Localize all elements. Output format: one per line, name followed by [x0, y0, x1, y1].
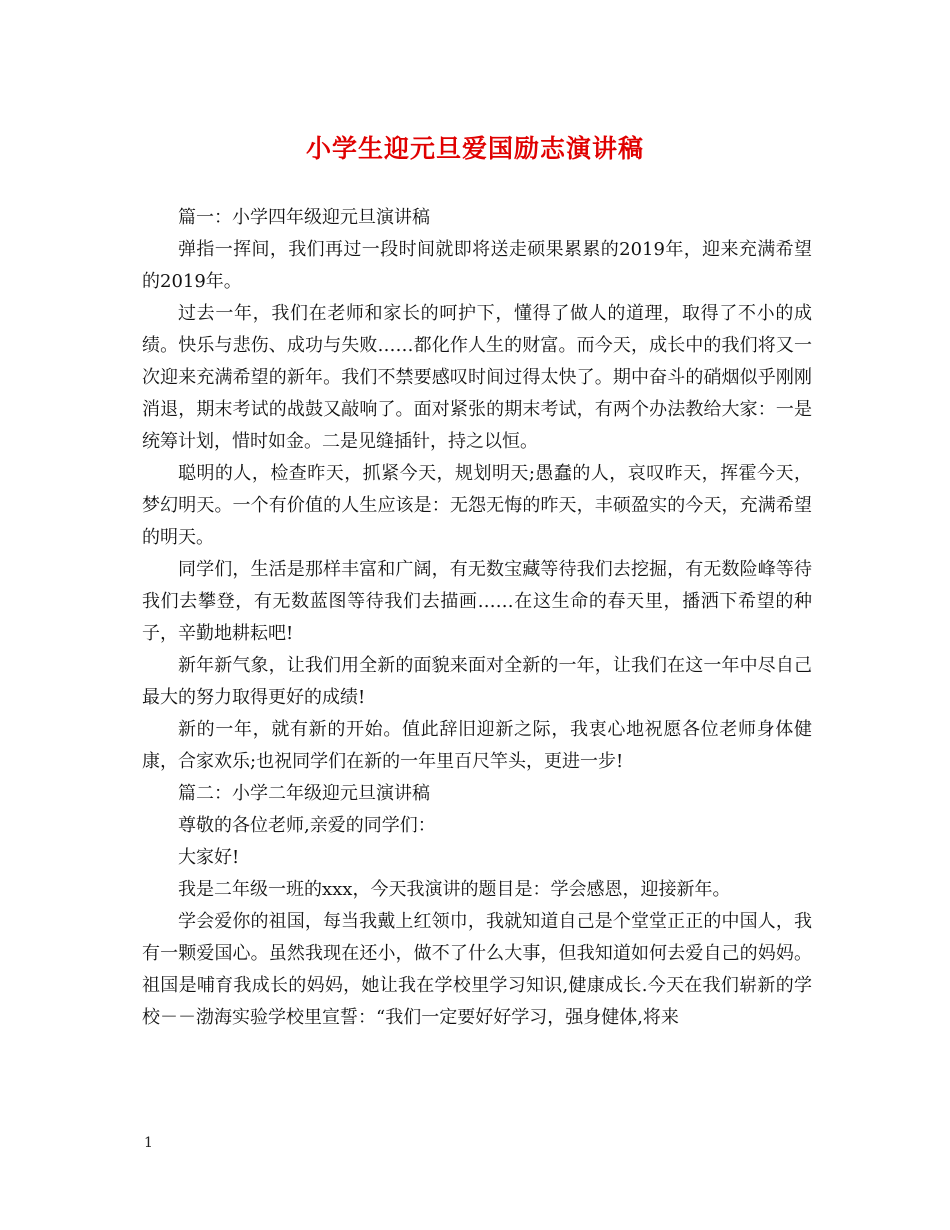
paragraph: 新年新气象，让我们用全新的面貌来面对全新的一年，让我们在这一年中尽自己最大的努力取得更好的成绩! — [142, 655, 812, 708]
paragraph: 聪明的人，检查昨天，抓紧今天，规划明天;愚蠢的人，哀叹昨天，挥霍今天，梦幻明天。一个有价值的人生应该是：无怨无悔的昨天，丰硕盈实的今天，充满希望的明天。 — [142, 463, 812, 548]
paragraph: 弹指一挥间，我们再过一段时间就即将送走硕果累累的2019年，迎来充满希望的2019年。 — [142, 239, 812, 292]
paragraph: 我是二年级一班的xxx，今天我演讲的题目是：学会感恩，迎接新年。 — [178, 879, 731, 900]
paragraph: 学会爱你的祖国，每当我戴上红领巾，我就知道自己是个堂堂正正的中国人，我有一颗爱国心。虽然我现在还小，做不了什么大事，但我知道如何去爱自己的妈妈。祖国是哺育我成长的妈妈，她让我在学校里学习知识,健康成长.今天在我们崭新的学校－－渤海实验学校里宣誓：“我们一定要好好学习，强身健体,将来 — [142, 911, 812, 1028]
document-title: 小学生迎元旦爱国励志演讲稿 — [305, 134, 644, 163]
paragraph: 过去一年，我们在老师和家长的呵护下，懂得了做人的道理，取得了不小的成绩。快乐与悲伤、成功与失败……都化作人生的财富。而今天，成长中的我们将又一次迎来充满希望的新年。我们不禁要感叹时间过得太快了。期中奋斗的硝烟似乎刚刚消退，期末考试的战鼓又敲响了。面对紧张的期末考试，有两个办法教给大家：一是统筹计划，惜时如金。二是见缝插针，持之以恒。 — [142, 303, 812, 452]
section-heading-1: 篇一：小学四年级迎元旦演讲稿 — [178, 207, 430, 228]
paragraph: 同学们，生活是那样丰富和广阔，有无数宝藏等待我们去挖掘，有无数险峰等待我们去攀登，有无数蓝图等待我们去描画……在这生命的春天里，播洒下希望的种子，辛勤地耕耘吧! — [142, 559, 812, 644]
greeting: 大家好! — [178, 847, 240, 868]
page-number: 1 — [144, 1135, 153, 1151]
paragraph: 新的一年，就有新的开始。值此辞旧迎新之际，我衷心地祝愿各位老师身体健康，合家欢乐;也祝同学们在新的一年里百尺竿头，更进一步! — [142, 719, 812, 772]
salutation: 尊敬的各位老师,亲爱的同学们： — [178, 815, 436, 836]
document-body — [142, 202, 812, 1034]
section-heading-2: 篇二：小学二年级迎元旦演讲稿 — [178, 783, 430, 804]
